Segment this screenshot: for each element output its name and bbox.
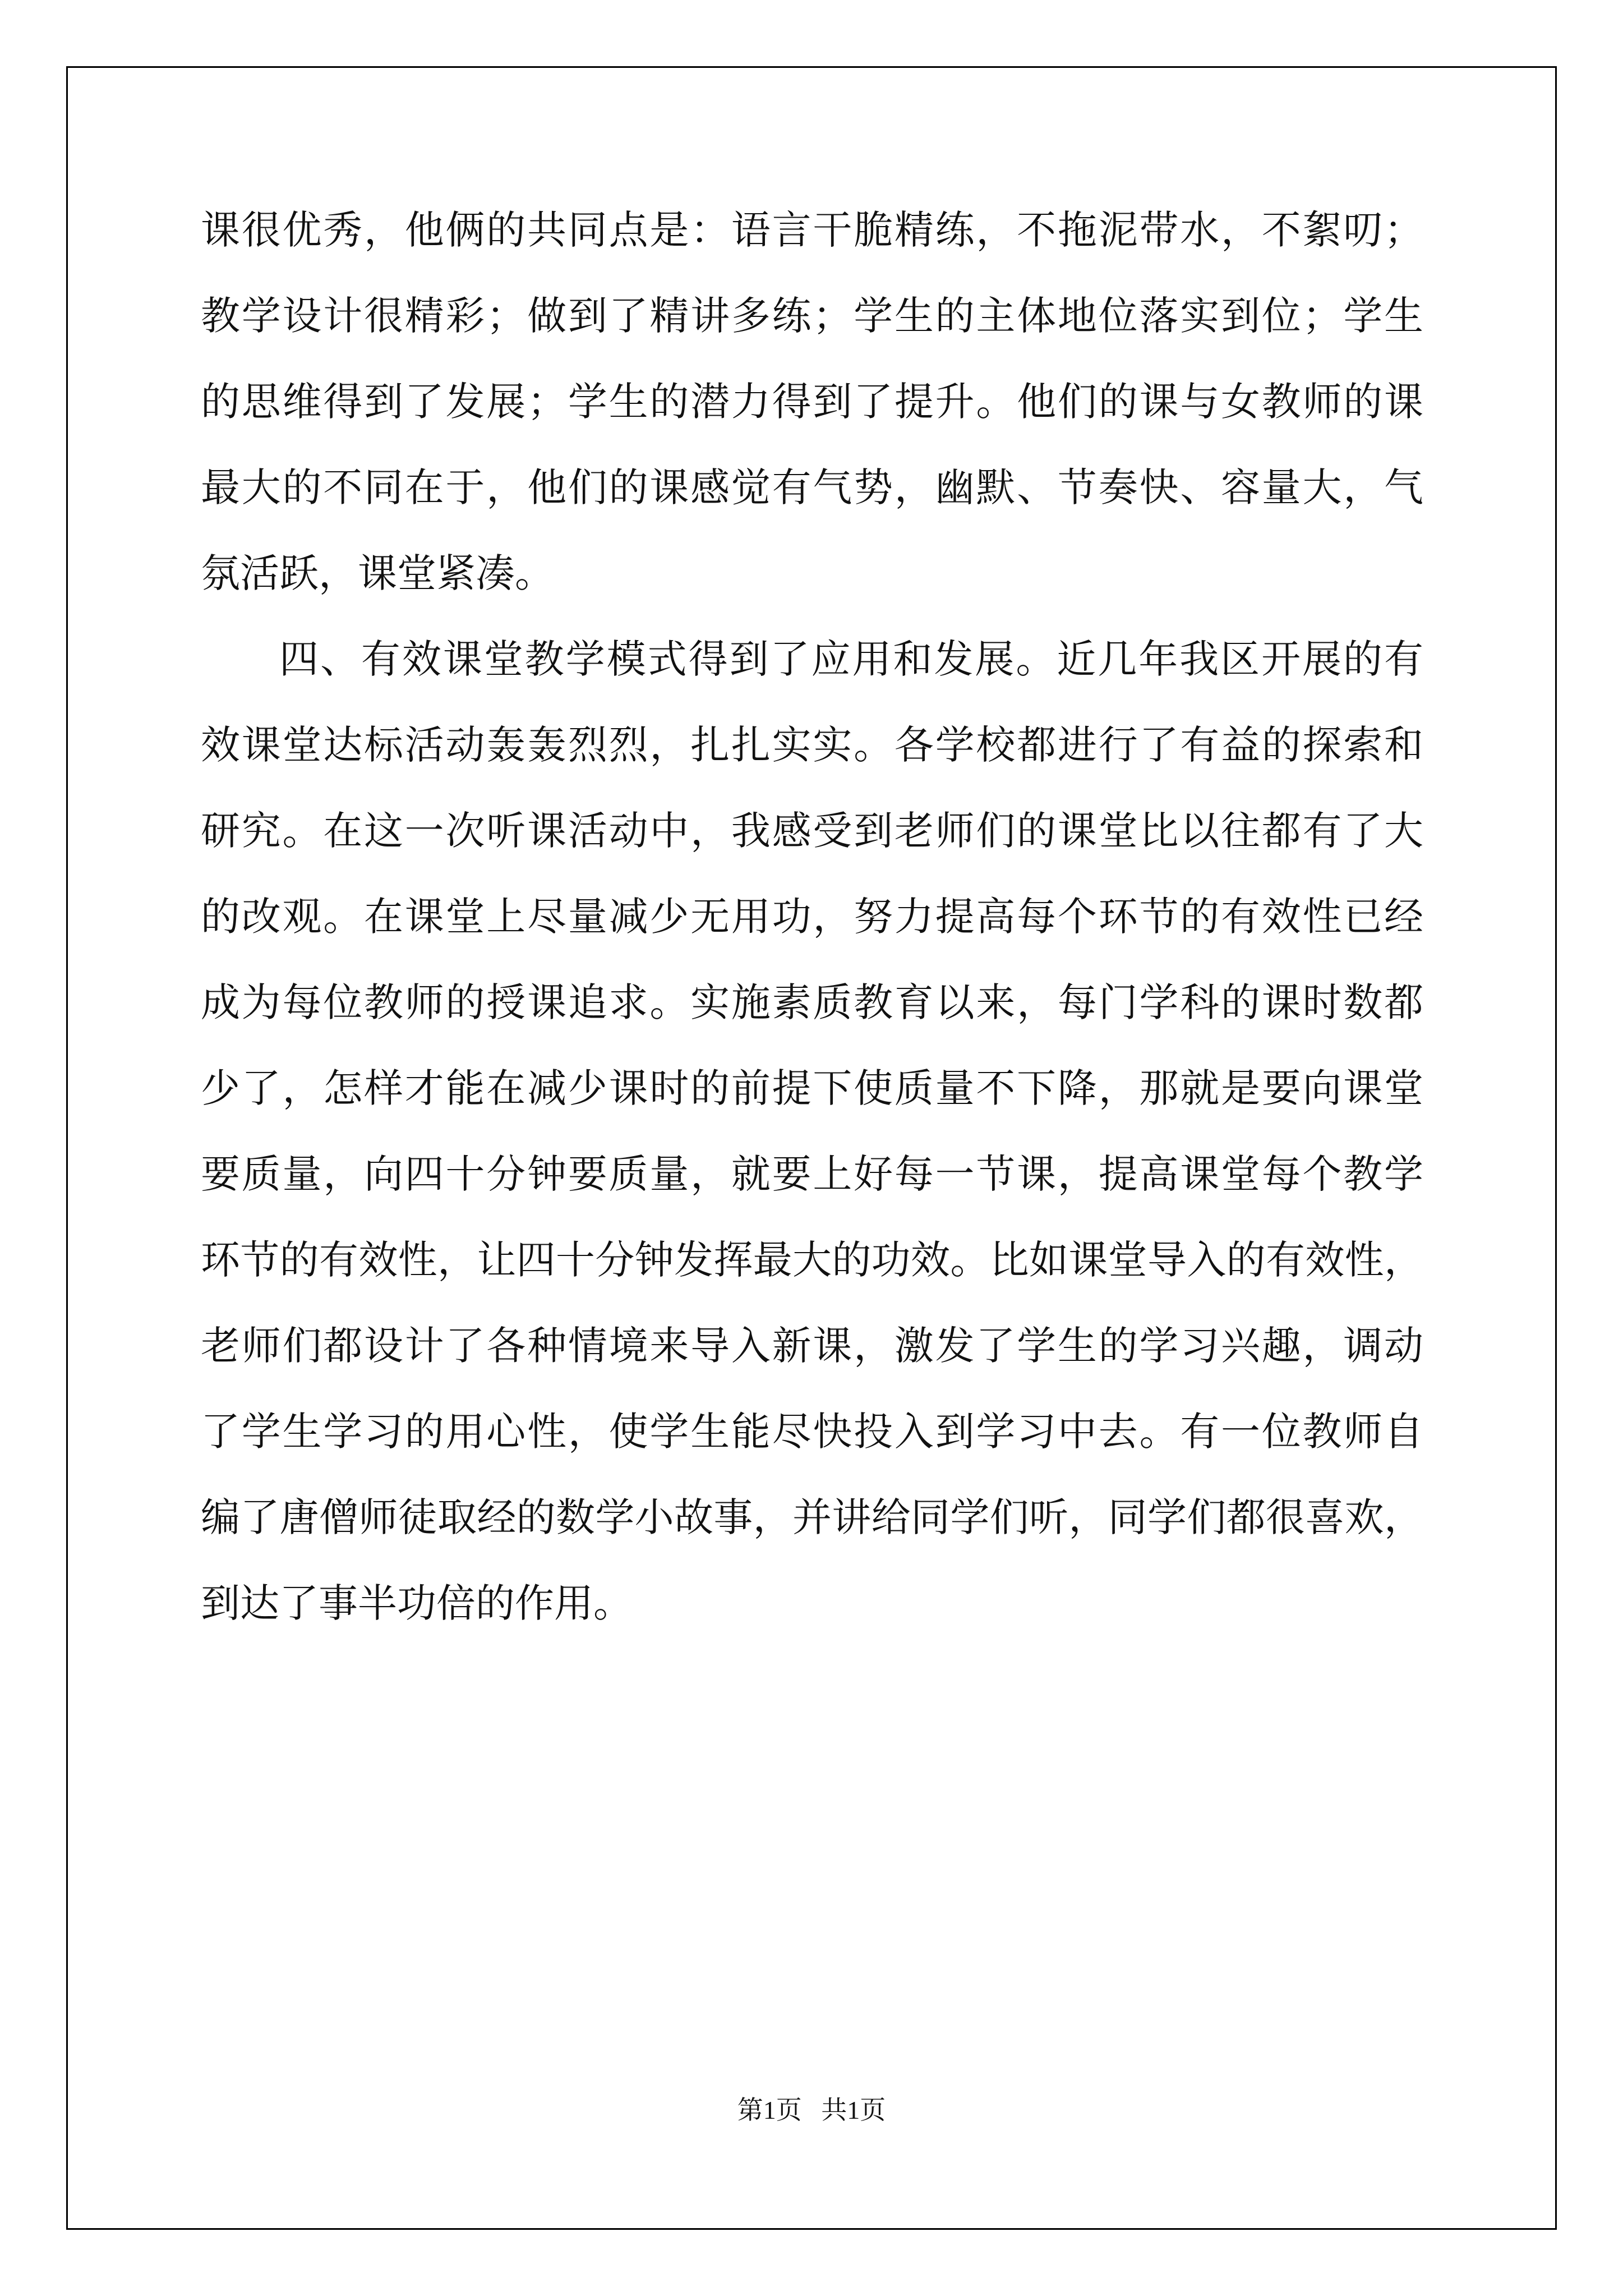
- text-line-4: 最大的不同在于，他们的课感觉有气势，幽默、节奏快、容量大，气: [201, 464, 1423, 510]
- text-line-10: 成为每位教师的授课追求。实施素质教育以来，每门学科的课时数都: [201, 979, 1423, 1025]
- paragraph-4-first-line: 四、有效课堂教学模式得到了应用和发展。近几年我区开展的有: [279, 636, 1423, 682]
- text-line-7: 效课堂达标活动轰轰烈烈，扎扎实实。各学校都进行了有益的探索和: [201, 722, 1423, 768]
- text-line-14: 老师们都设计了各种情境来导入新课，激发了学生的学习兴趣，调动: [201, 1323, 1423, 1369]
- text-line-3: 的思维得到了发展；学生的潜力得到了提升。他们的课与女教师的课: [201, 379, 1423, 425]
- text-line-15: 了学生学习的用心性，使学生能尽快投入到学习中去。有一位教师自: [201, 1409, 1423, 1455]
- text-line-13: 环节的有效性，让四十分钟发挥最大的功效。比如课堂导入的有效性，: [201, 1237, 1423, 1283]
- text-line-9: 的改观。在课堂上尽量减少无用功，努力提高每个环节的有效性已经: [201, 894, 1423, 940]
- page-footer: 第1页 共1页: [737, 2096, 886, 2124]
- text-line-5: 氛活跃，课堂紧凑。: [201, 550, 554, 596]
- text-line-12: 要质量，向四十分钟要质量，就要上好每一节课，提高课堂每个教学: [201, 1151, 1423, 1197]
- text-line-17: 到达了事半功倍的作用。: [201, 1580, 633, 1626]
- text-line-11: 少了，怎样才能在减少课时的前提下使质量不下降，那就是要向课堂: [201, 1065, 1423, 1111]
- text-line-16: 编了唐僧师徒取经的数学小故事，并讲给同学们听，同学们都很喜欢，: [201, 1494, 1423, 1540]
- text-line-2: 教学设计很精彩；做到了精讲多练；学生的主体地位落实到位；学生: [201, 293, 1423, 339]
- text-line-8: 研究。在这一次听课活动中，我感受到老师们的课堂比以往都有了大: [201, 808, 1423, 854]
- text-line-1: 课很优秀，他俩的共同点是：语言干脆精练，不拖泥带水，不絮叨；: [201, 207, 1423, 253]
